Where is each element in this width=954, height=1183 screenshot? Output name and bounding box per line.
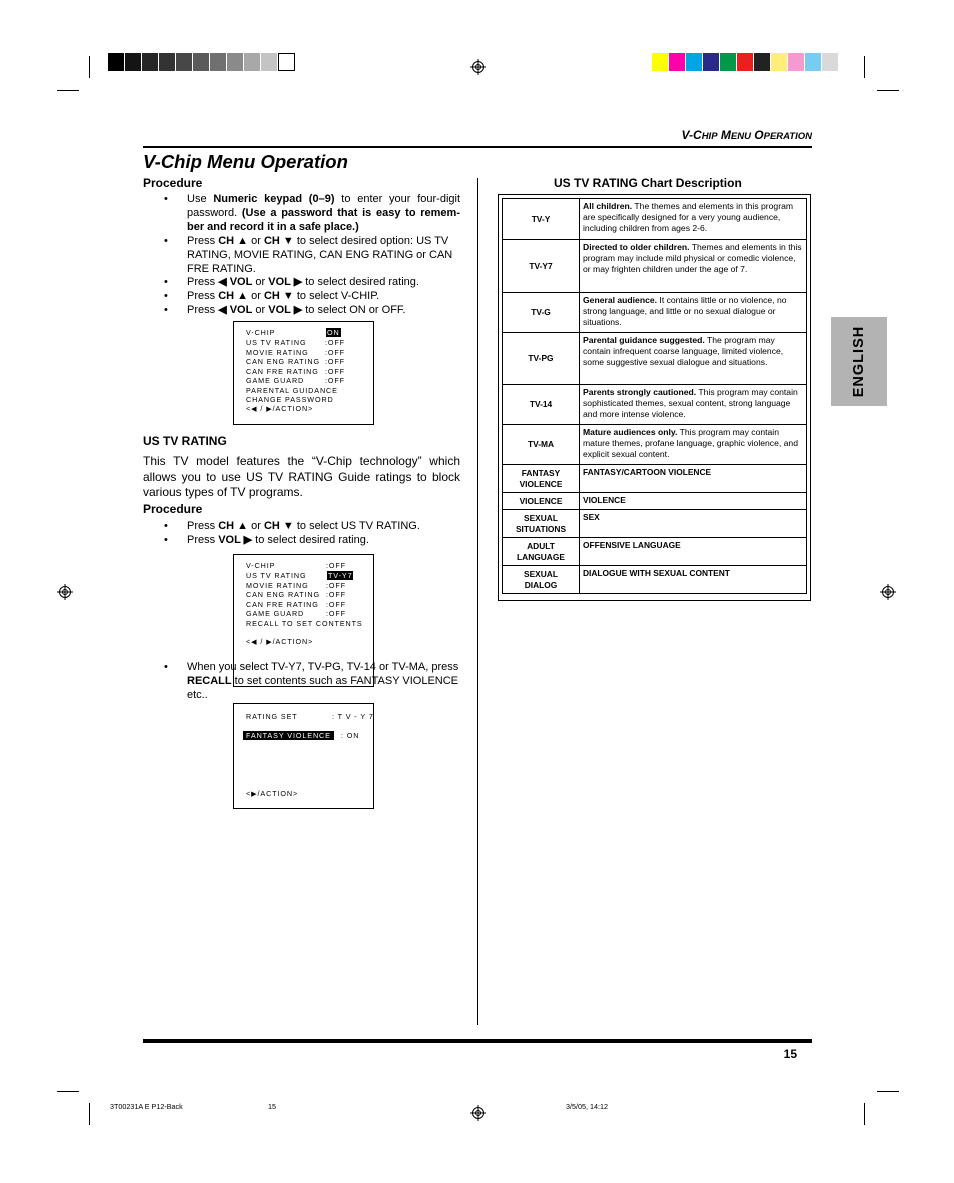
rating-description: Mature audiences only. This program may contain mature themes, profane language, graphic violence, and explicit sexual content. xyxy=(580,425,807,465)
menu-row-value: :OFF xyxy=(326,590,346,599)
step-item: • When you select TV-Y7, TV-PG, TV-14 or TV-MA, press RECALL to set contents such as FANTASY VIOLENCE etc.. xyxy=(164,661,460,703)
procedure-heading: Procedure xyxy=(143,176,203,190)
calibration-swatch xyxy=(703,53,720,71)
crop-mark xyxy=(864,1103,865,1125)
menu-row-value: :OFF xyxy=(325,376,345,385)
color-calibration-bar xyxy=(652,53,839,71)
menu-row-label: CAN ENG RATING xyxy=(246,590,320,599)
table-title: US TV RATING Chart Description xyxy=(554,176,742,190)
calibration-swatch xyxy=(108,53,125,71)
table-row xyxy=(503,493,807,510)
menu-row-label: PARENTAL GUIDANCE xyxy=(246,386,338,395)
calibration-swatch xyxy=(805,53,822,71)
gray-calibration-bar xyxy=(108,53,295,71)
menu-row-value: :OFF xyxy=(325,367,345,376)
table-row xyxy=(503,425,807,465)
page-title: V-Chip Menu Operation xyxy=(143,151,348,172)
rating-set-menu-screen xyxy=(233,703,374,809)
calibration-swatch xyxy=(669,53,686,71)
rating-set-label: RATING SET xyxy=(246,712,298,721)
step-item: • Press ◀ VOL or VOL ▶ to select desired rating. xyxy=(164,276,460,290)
menu-row-value: :OFF xyxy=(325,338,345,347)
print-slug-page: 15 xyxy=(268,1102,276,1111)
footer-rule xyxy=(143,1039,812,1043)
table-row xyxy=(503,465,807,493)
menu-row-label: V-CHIP xyxy=(246,328,276,337)
menu-row-label: GAME GUARD xyxy=(246,376,305,385)
rating-chart xyxy=(498,194,811,601)
menu-row-label: MOVIE RATING xyxy=(246,581,309,590)
calibration-swatch xyxy=(771,53,788,71)
menu-row-label-selected: FANTASY VIOLENCE xyxy=(243,731,334,740)
table-row xyxy=(503,566,807,594)
calibration-swatch xyxy=(125,53,142,71)
step-item: • Use Numeric keypad (0–9) to enter your four-digit password. (Use a password that is easy to remem-ber and record it in a safe place.) xyxy=(164,193,460,235)
column-divider xyxy=(477,178,478,1025)
registration-mark-icon xyxy=(57,584,73,600)
registration-mark-icon xyxy=(470,1105,486,1121)
language-tab-label: ENGLISH xyxy=(851,325,867,398)
calibration-swatch xyxy=(278,53,295,71)
step-item: • Press CH ▲ or CH ▼ to select desired option: US TV RATING, MOVIE RATING, CAN ENG RATING or CAN FRE RATING. xyxy=(164,235,460,277)
crop-mark xyxy=(57,90,79,91)
content-code: SEXUAL SITUATIONS xyxy=(503,510,580,538)
table-row xyxy=(503,199,807,240)
content-code: SEXUAL DIALOG xyxy=(503,566,580,594)
rating-description: All children. The themes and elements in this program are specifically designed for a very young audience, including children from ages 2-6. xyxy=(580,199,807,240)
rating-code: TV-MA xyxy=(503,425,580,465)
step-item: • Press VOL ▶ to select desired rating. xyxy=(164,534,460,548)
content-code: VIOLENCE xyxy=(503,493,580,510)
menu-row-value: :OFF xyxy=(326,609,346,618)
calibration-swatch xyxy=(176,53,193,71)
page-number: 15 xyxy=(783,1047,797,1061)
content-code: FANTASY VIOLENCE xyxy=(503,465,580,493)
calibration-swatch xyxy=(737,53,754,71)
calibration-swatch xyxy=(652,53,669,71)
procedure-heading: Procedure xyxy=(143,502,203,516)
crop-mark xyxy=(864,56,865,78)
registration-mark-icon xyxy=(470,59,486,75)
rating-description: Parental guidance suggested. The program may contain infrequent coarse language, limited violence, some suggestive sexual dialogue and situations. xyxy=(580,333,807,385)
menu-row-value: :OFF xyxy=(326,600,346,609)
menu-nav-hint: <◀ / ▶/ACTION> xyxy=(246,404,314,413)
calibration-swatch xyxy=(261,53,278,71)
content-code: ADULT LANGUAGE xyxy=(503,538,580,566)
menu-nav-hint: <▶/ACTION> xyxy=(246,789,299,798)
us-tv-rating-paragraph: This TV model features the “V-Chip technology” which allows you to use US TV RATING Guide ratings to block various types of TV programs. xyxy=(143,454,460,500)
menu-row-label: MOVIE RATING xyxy=(246,348,309,357)
header-rule xyxy=(143,146,812,148)
rating-table xyxy=(502,198,807,594)
procedure-steps xyxy=(164,661,460,703)
calibration-swatch xyxy=(159,53,176,71)
running-title: V-CHIP MENU OPERATION xyxy=(681,128,812,142)
procedure-steps xyxy=(164,520,460,548)
us-tv-rating-heading: US TV RATING xyxy=(143,434,227,448)
menu-row-value-selected: TV-Y7 xyxy=(328,571,353,580)
menu-row-label: RECALL TO SET CONTENTS xyxy=(246,619,363,628)
vchip-menu-screen xyxy=(233,321,374,425)
rating-code: TV-PG xyxy=(503,333,580,385)
calibration-swatch xyxy=(686,53,703,71)
menu-row-value: :OFF xyxy=(326,581,346,590)
rating-code: TV-14 xyxy=(503,385,580,425)
menu-row-value: :OFF xyxy=(325,348,345,357)
rating-code: TV-G xyxy=(503,293,580,333)
menu-row-label: CAN FRE RATING xyxy=(246,600,319,609)
calibration-swatch xyxy=(788,53,805,71)
crop-mark xyxy=(89,1103,90,1125)
calibration-swatch xyxy=(142,53,159,71)
rating-code: TV-Y7 xyxy=(503,240,580,293)
calibration-swatch xyxy=(754,53,771,71)
print-slug-date: 3/5/05, 14:12 xyxy=(566,1102,608,1111)
calibration-swatch xyxy=(720,53,737,71)
print-slug-file: 3T00231A E P12-Back xyxy=(110,1102,183,1111)
table-row xyxy=(503,385,807,425)
menu-row-label: CAN ENG RATING xyxy=(246,357,320,366)
menu-row-value-selected: ON xyxy=(327,328,340,337)
crop-mark xyxy=(57,1091,79,1092)
menu-row-value: : ON xyxy=(341,731,360,740)
calibration-swatch xyxy=(244,53,261,71)
rating-description: General audience. It contains little or no violence, no strong language, and little or no sexual dialogue or situations. xyxy=(580,293,807,333)
menu-row-label: CAN FRE RATING xyxy=(246,367,319,376)
rating-set-value: : T V - Y 7 xyxy=(332,712,374,721)
crop-mark xyxy=(877,1091,899,1092)
calibration-swatch xyxy=(227,53,244,71)
menu-row-label: GAME GUARD xyxy=(246,609,305,618)
calibration-swatch xyxy=(822,53,839,71)
content-description: FANTASY/CARTOON VIOLENCE xyxy=(580,465,807,493)
content-description: DIALOGUE WITH SEXUAL CONTENT xyxy=(580,566,807,594)
menu-row-value: :OFF xyxy=(326,561,346,570)
content-description: OFFENSIVE LANGUAGE xyxy=(580,538,807,566)
content-description: SEX xyxy=(580,510,807,538)
menu-nav-hint: <◀ / ▶/ACTION> xyxy=(246,637,314,646)
menu-row-label: US TV RATING xyxy=(246,571,307,580)
procedure-steps xyxy=(164,193,460,318)
menu-row-label: CHANGE PASSWORD xyxy=(246,395,334,404)
crop-mark xyxy=(877,90,899,91)
menu-row-label: US TV RATING xyxy=(246,338,307,347)
menu-row-label: V-CHIP xyxy=(246,561,276,570)
calibration-swatch xyxy=(193,53,210,71)
menu-row-value: :OFF xyxy=(325,357,345,366)
calibration-swatch xyxy=(210,53,227,71)
crop-mark xyxy=(89,56,90,78)
language-tab xyxy=(831,317,887,406)
step-item: • Press CH ▲ or CH ▼ to select V-CHIP. xyxy=(164,290,460,304)
rating-description: Parents strongly cautioned. This program may contain sophisticated themes, sexual content, strong language and more intense violence. xyxy=(580,385,807,425)
table-row xyxy=(503,333,807,385)
rating-description: Directed to older children. Themes and elements in this program may include mild physical or comedic violence, or may frighten children under the age of 7. xyxy=(580,240,807,293)
table-row xyxy=(503,510,807,538)
content-description: VIOLENCE xyxy=(580,493,807,510)
rating-code: TV-Y xyxy=(503,199,580,240)
registration-mark-icon xyxy=(880,584,896,600)
table-row xyxy=(503,538,807,566)
step-item: • Press ◀ VOL or VOL ▶ to select ON or OFF. xyxy=(164,304,460,318)
table-row xyxy=(503,293,807,333)
step-item: • Press CH ▲ or CH ▼ to select US TV RATING. xyxy=(164,520,460,534)
table-row xyxy=(503,240,807,293)
